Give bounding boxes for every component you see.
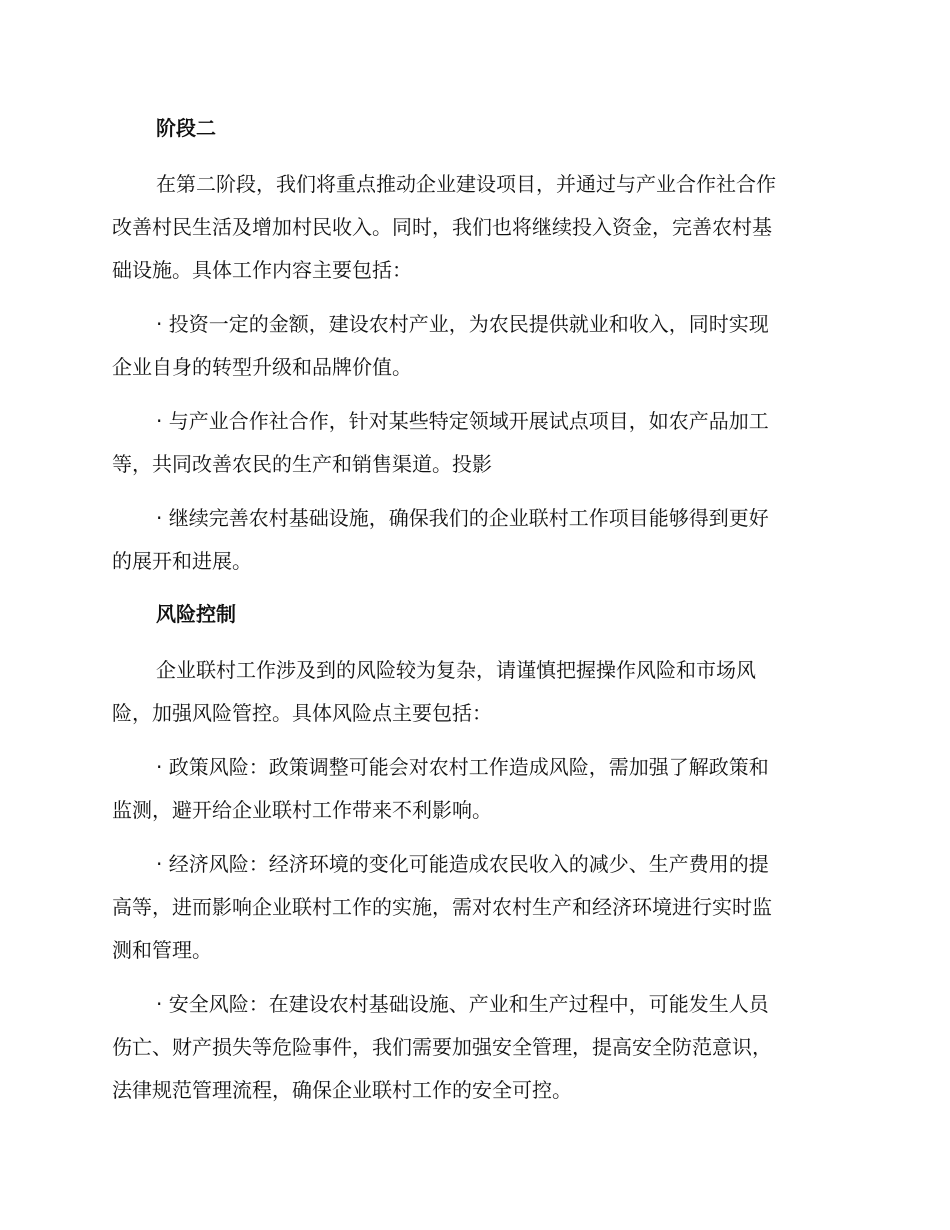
section-heading: 阶段二 bbox=[156, 116, 216, 140]
paragraph-line: · 政策风险：政策调整可能会对农村工作造成风险，需加强了解政策和 bbox=[156, 755, 769, 779]
paragraph-line: · 经济风险：经济环境的变化可能造成农民收入的减少、生产费用的提 bbox=[156, 852, 769, 876]
paragraph-line: · 投资一定的金额，建设农村产业，为农民提供就业和收入，同时实现 bbox=[156, 312, 769, 336]
paragraph-line: · 安全风险：在建设农村基础设施、产业和生产过程中，可能发生人员 bbox=[156, 992, 769, 1016]
paragraph-line: 测和管理。 bbox=[112, 938, 212, 962]
bullet-item bbox=[112, 843, 834, 972]
paragraph-line: 在第二阶段，我们将重点推动企业建设项目，并通过与产业合作社合作 bbox=[156, 172, 776, 196]
paragraph-line: · 继续完善农村基础设施，确保我们的企业联村工作项目能够得到更好 bbox=[156, 506, 769, 530]
paragraph-line: 的展开和进展。 bbox=[112, 549, 252, 573]
bullet-item bbox=[112, 497, 834, 583]
paragraph-line: 础设施。具体工作内容主要包括： bbox=[112, 258, 412, 282]
bullet-item bbox=[112, 983, 834, 1112]
bullet-item bbox=[112, 746, 834, 832]
paragraph-line: 险，加强风险管控。具体风险点主要包括： bbox=[112, 701, 492, 725]
document-page bbox=[112, 108, 834, 1123]
section-heading: 风险控制 bbox=[156, 602, 236, 626]
paragraph bbox=[112, 163, 834, 292]
bullet-item bbox=[112, 303, 834, 389]
paragraph-line: 企业自身的转型升级和品牌价值。 bbox=[112, 355, 412, 379]
bullet-item bbox=[112, 400, 834, 486]
paragraph-line: · 与产业合作社合作，针对某些特定领域开展试点项目，如农产品加工 bbox=[156, 409, 769, 433]
paragraph-line: 高等，进而影响企业联村工作的实施，需对农村生产和经济环境进行实时监 bbox=[112, 895, 772, 919]
section-risk-control bbox=[112, 594, 834, 1112]
paragraph-line: 监测，避开给企业联村工作带来不利影响。 bbox=[112, 798, 492, 822]
paragraph-line: 改善村民生活及增加村民收入。同时，我们也将继续投入资金，完善农村基 bbox=[112, 215, 772, 239]
paragraph bbox=[112, 649, 834, 735]
paragraph-line: 法律规范管理流程，确保企业联村工作的安全可控。 bbox=[112, 1078, 572, 1102]
paragraph-line: 等，共同改善农民的生产和销售渠道。投影 bbox=[112, 452, 492, 476]
section-stage-two bbox=[112, 108, 834, 583]
paragraph-line: 企业联村工作涉及到的风险较为复杂，请谨慎把握操作风险和市场风 bbox=[156, 658, 756, 682]
paragraph-line: 伤亡、财产损失等危险事件，我们需要加强安全管理，提高安全防范意识， bbox=[112, 1035, 772, 1059]
